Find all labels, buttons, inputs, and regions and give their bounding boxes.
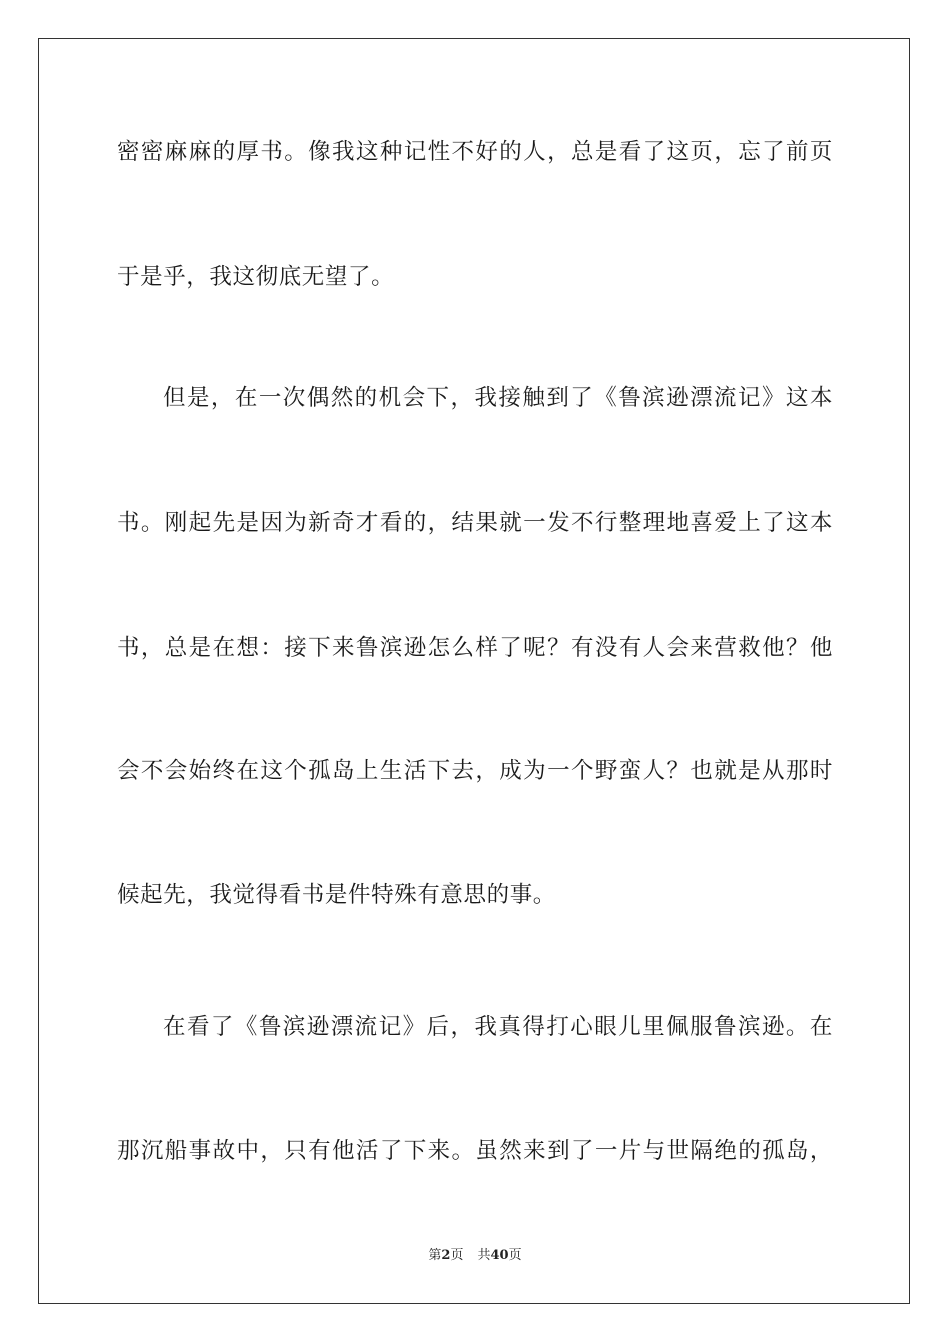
page-footer	[0, 1246, 950, 1266]
text-line-4: 书。刚起先是因为新奇才看的，结果就一发不行整理地喜爱上了这本	[117, 510, 833, 536]
total-prefix: 共	[477, 1248, 491, 1263]
text-line-3: 但是，在一次偶然的机会下，我接触到了《鲁滨逊漂流记》这本	[163, 385, 833, 411]
text-line-5: 书，总是在想：接下来鲁滨逊怎么样了呢？有没有人会来营救他？他	[117, 635, 833, 661]
text-line-7: 候起先，我觉得看书是件特殊有意思的事。	[117, 882, 556, 908]
text-line-6: 会不会始终在这个孤岛上生活下去，成为一个野蛮人？也就是从那时	[117, 758, 833, 784]
total-pages: 40	[490, 1248, 509, 1263]
text-line-8: 在看了《鲁滨逊漂流记》后，我真得打心眼儿里佩服鲁滨逊。在	[163, 1014, 833, 1040]
page-prefix: 第	[428, 1248, 442, 1263]
text-line-1: 密密麻麻的厚书。像我这种记性不好的人，总是看了这页，忘了前页	[117, 139, 833, 165]
page-border	[38, 38, 910, 1304]
text-line-9: 那沉船事故中，只有他活了下来。虽然来到了一片与世隔绝的孤岛，	[117, 1138, 833, 1164]
page-number: 2	[441, 1248, 451, 1263]
page-suffix: 页	[450, 1248, 464, 1263]
text-line-2: 于是乎，我这彻底无望了。	[117, 264, 395, 290]
total-suffix: 页	[508, 1248, 522, 1263]
